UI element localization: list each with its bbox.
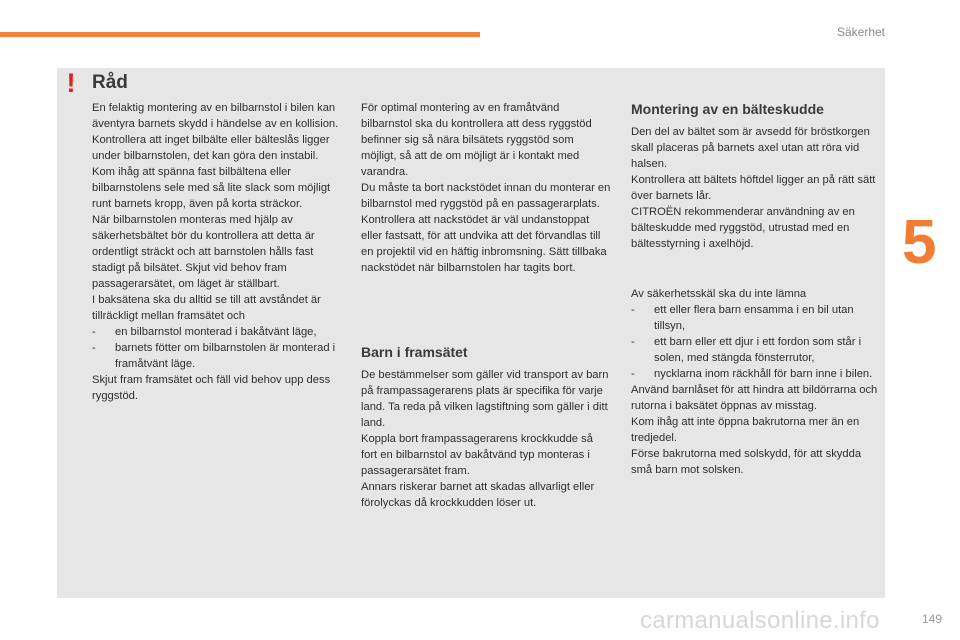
list-item-text: en bilbarnstol monterad i bakåtvänt läge,	[115, 326, 317, 338]
paragraph: De bestämmelser som gäller vid transport av barn på frampassagerarens plats är specifika för varje land. Ta reda på vilken lagstiftning som gäller i ditt land.	[361, 369, 609, 429]
dash-bullet: -	[631, 304, 635, 316]
paragraph: Använd barnlåset för att hindra att bildörrarna och rutorna i baksätet öppnas av misstag.	[631, 384, 878, 412]
paragraph: För optimal montering av en framåtvänd bilbarnstol ska du kontrollera att dess ryggstöd befinner sig så nära bilsätets ryggstöd som möjligt, så att de om möjligt är i kontakt med varandra.	[361, 102, 592, 178]
list-item-text: ett eller flera barn ensamma i en bil utan tillsyn,	[654, 304, 854, 332]
dash-bullet: -	[92, 326, 96, 338]
column-right-lower	[631, 286, 883, 478]
section-title: Säkerhet	[836, 25, 885, 39]
paragraph: En felaktig montering av en bilbarnstol i bilen kan äventyra barnets skydd i händelse av en kollision.	[92, 102, 339, 130]
paragraph: Av säkerhetsskäl ska du inte lämna	[631, 288, 807, 300]
paragraph: Kontrollera att bältets höftdel ligger an på rätt sätt över barnets lår.	[631, 174, 876, 202]
paragraph: Kom ihåg att spänna fast bilbältena eller bilbarnstolens sele med så lite slack som möjligt runt barnets kropp, även på korta sträckor.	[92, 166, 331, 210]
list-item-text: nycklarna inom räckhåll för barn inne i bilen.	[654, 368, 873, 380]
dash-bullet: -	[631, 336, 635, 348]
dash-bullet: -	[631, 368, 635, 380]
dash-bullet: -	[92, 342, 96, 354]
list-item	[631, 302, 883, 334]
top-accent-bar	[0, 32, 480, 37]
column-right	[631, 124, 883, 252]
subheading-front-seat: Barn i framsätet	[361, 344, 468, 360]
page-number: 149	[921, 612, 942, 626]
chapter-number: 5	[902, 208, 937, 277]
list-item	[92, 340, 342, 372]
paragraph: Förse bakrutorna med solskydd, för att skydda små barn mot solsken.	[631, 448, 862, 476]
advice-heading: Råd	[92, 72, 128, 93]
subheading-booster-seat: Montering av en bälteskudde	[631, 101, 824, 117]
paragraph: När bilbarnstolen monteras med hjälp av säkerhetsbältet bör du kontrollera att detta är ordentligt sträckt och att barnstolen hålls fast stadigt på bilsätet. Skjut vid behov fram passagerarsätet, om läget är ställbart.	[92, 214, 315, 290]
paragraph: Koppla bort frampassagerarens krockkudde så fort en bilbarnstol av bakåtvänd typ monteras i passagerarsätet fram.	[361, 433, 593, 477]
watermark: carmanualsonline.info	[640, 607, 880, 634]
column-left	[92, 100, 342, 404]
list-item-text: barnets fötter om bilbarnstolen är monterad i framåtvänt läge.	[115, 342, 336, 370]
paragraph: Annars riskerar barnet att skadas allvarligt eller förolyckas då krockkudden löser ut.	[361, 481, 595, 509]
paragraph: Kontrollera att nackstödet är väl undanstoppat eller fastsatt, för att undvika att det förvandlas till en projektil vid en häftig inbromsning. Sätt tillbaka nackstödet när bilbarnstolen har tagits bort.	[361, 214, 607, 274]
exclamation-icon: !	[66, 68, 76, 98]
paragraph: Den del av bältet som är avsedd för bröstkorgen skall placeras på barnets axel utan att röra vid halsen.	[631, 126, 870, 170]
paragraph: CITROËN rekommenderar användning av en bälteskudde med ryggstöd, utrustad med en bältesstyrning i axelhöjd.	[631, 206, 855, 250]
column-middle	[361, 100, 611, 276]
paragraph: Kontrollera att inget bilbälte eller bälteslås ligger under bilbarnstolen, det kan göra den instabil.	[92, 134, 330, 162]
paragraph: Skjut fram framsätet och fäll vid behov upp dess ryggstöd.	[92, 374, 331, 402]
paragraph: Du måste ta bort nackstödet innan du monterar en bilbarnstol med ryggstöd på en passagerarplats.	[361, 182, 611, 210]
list-item-text: ett barn eller ett djur i ett fordon som står i solen, med stängda fönsterrutor,	[654, 336, 862, 364]
list-item	[92, 324, 342, 340]
list-item	[631, 366, 883, 382]
list-item	[631, 334, 883, 366]
column-middle-lower	[361, 367, 611, 511]
paragraph: I baksätena ska du alltid se till att avståndet är tillräckligt mellan framsätet och	[92, 294, 321, 322]
paragraph: Kom ihåg att inte öppna bakrutorna mer än en tredjedel.	[631, 416, 860, 444]
